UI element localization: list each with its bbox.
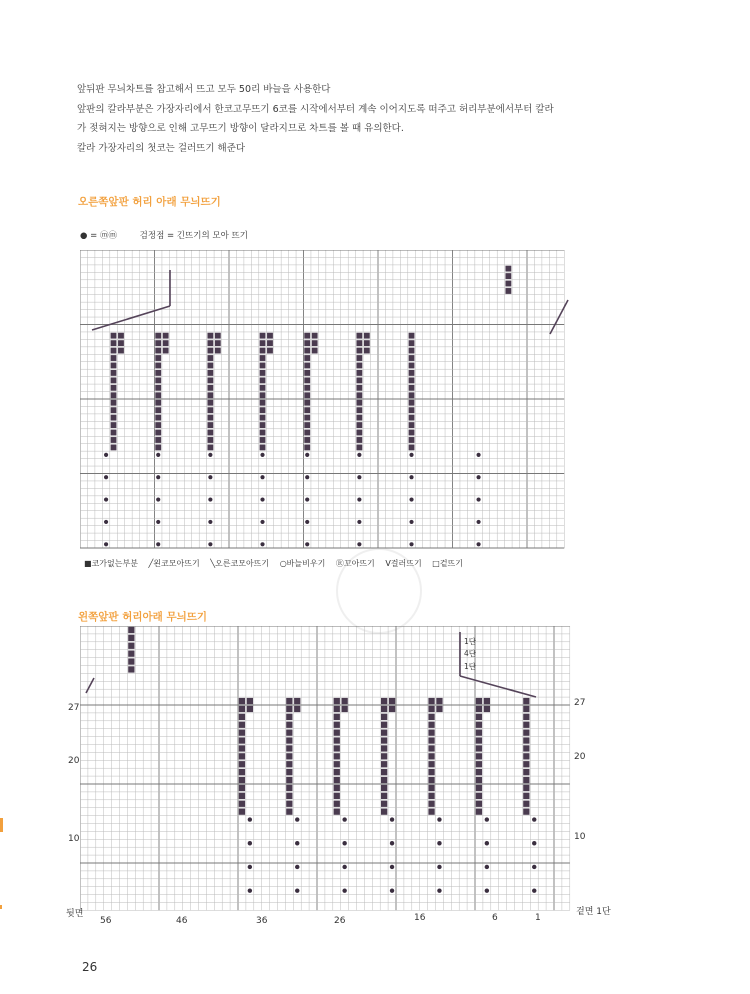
chart1-legend <box>80 229 254 241</box>
intro-line-1: 앞뒤판 무늬차트를 참고해서 뜨고 모두 50리 바늘을 사용한다 <box>77 84 331 95</box>
chart1-title: 오른쪽앞판 허리 아래 무늬뜨기 <box>78 196 221 208</box>
legend-twist: Ⓡ꼬아뜨기 <box>335 559 375 568</box>
legend-knit: □겉뜨기 <box>432 559 464 568</box>
legend-k2tog-left: ╱왼코모아뜨기 <box>148 559 200 568</box>
row-label-right-20: 20 <box>574 752 586 762</box>
col-label-1: 1 <box>535 913 541 923</box>
yarn-ball-watermark-icon <box>336 548 422 634</box>
row-label-front-row1: 겉면 1단 <box>576 907 611 917</box>
left-front-chart-grid <box>80 626 571 912</box>
intro-line-4: 칼라 가장자리의 첫코는 걸러뜨기 해준다 <box>77 142 246 154</box>
right-front-chart <box>80 250 569 552</box>
page-edge-tab <box>0 818 3 832</box>
intro-line-2: 앞판의 칼라부분은 가장자리에서 한코고무뜨기 6코를 시작에서부터 계속 이어지도록 떠주고 허리부분에서부터 칼라 <box>77 103 554 115</box>
dot-legend-note: 검정점 = 긴뜨기의 모아 뜨기 <box>139 231 248 241</box>
col-label-36: 36 <box>256 916 268 926</box>
col-label-56: 56 <box>100 916 112 926</box>
note-row1: 1단 <box>464 637 477 646</box>
right-front-chart-grid <box>80 250 569 552</box>
note-row1b: 1단 <box>464 662 477 671</box>
row-label-right-10: 10 <box>574 832 586 842</box>
page-number: 26 <box>82 960 98 974</box>
intro-text <box>77 80 577 158</box>
row-label-left-20: 20 <box>68 756 80 766</box>
col-label-46: 46 <box>176 916 188 926</box>
note-row4: 4단 <box>464 649 477 658</box>
legend-no-stitch: ■코가없는부분 <box>84 559 138 568</box>
left-front-chart <box>80 626 571 912</box>
row-label-right-27: 27 <box>574 698 586 708</box>
col-label-16: 16 <box>414 913 426 923</box>
chart2-title: 왼쪽앞판 허리아래 무늬뜨기 <box>78 611 208 623</box>
intro-line-3: 가 젖혀지는 방향으로 인해 고무뜨기 방향이 달라지므로 차트를 볼 때 유의한다. <box>77 123 404 134</box>
col-label-26: 26 <box>334 916 346 926</box>
legend-slip: V걸러뜨기 <box>385 559 422 568</box>
legend-k2tog-right: ╲오른코모아뜨기 <box>210 559 270 568</box>
col-label-6: 6 <box>492 913 498 923</box>
dot-legend: ● = ⓜⓜ <box>80 231 117 241</box>
page-edge-dot <box>0 905 2 909</box>
row-label-back: 뒷면 <box>66 909 84 919</box>
row-label-left-10: 10 <box>68 834 80 844</box>
legend-yarn-over: ○바늘비우기 <box>279 559 326 568</box>
row-label-left-27: 27 <box>68 703 80 713</box>
